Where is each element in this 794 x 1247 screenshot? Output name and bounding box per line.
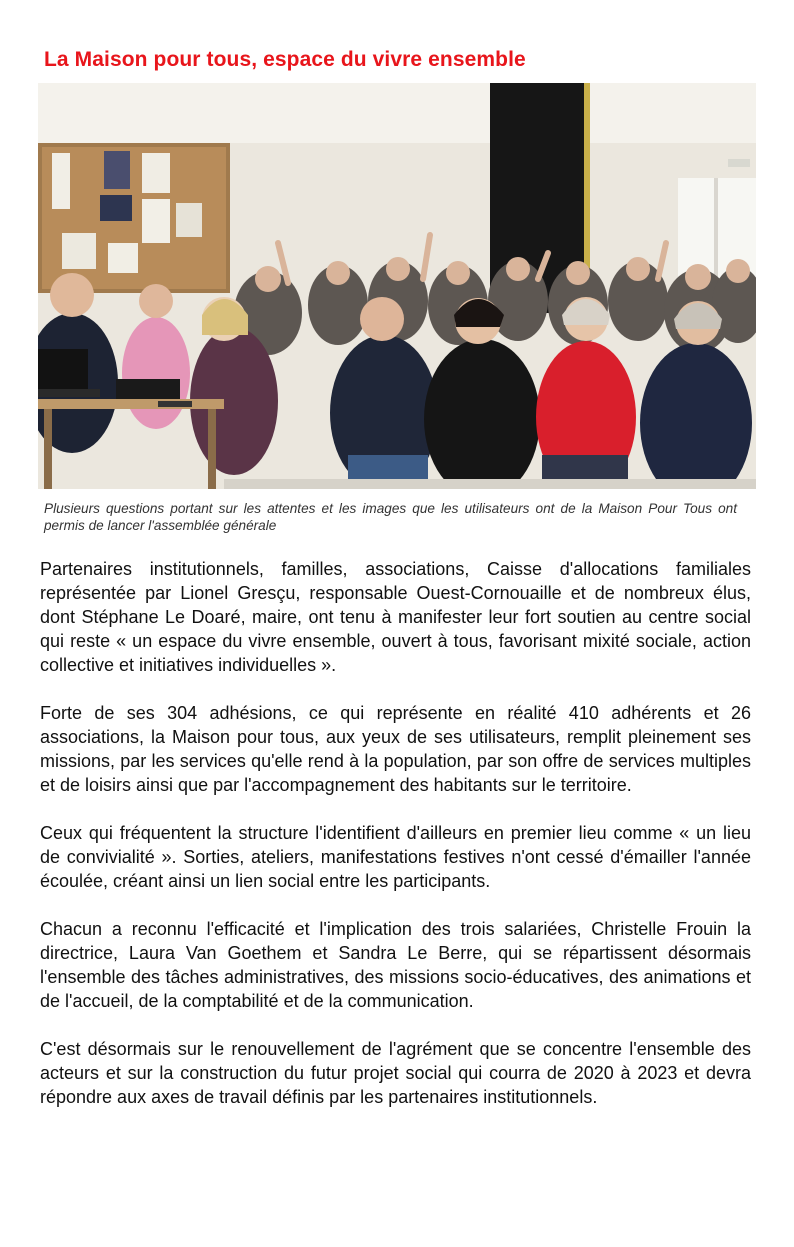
article-title: La Maison pour tous, espace du vivre ensemble bbox=[44, 48, 526, 71]
paragraph-5: C'est désormais sur le renouvellement de l'agrément que se concentre l'ensemble des acteurs et sur la construction du futur projet social qui courra de 2020 à 2023 et devra répondre aux axes de travail définis par les partenaires institutionnels. bbox=[40, 1039, 751, 1107]
paragraph-3: Ceux qui fréquentent la structure l'identifient d'ailleurs en premier lieu comme « un lieu de convivialité ». Sorties, ateliers, manifestations festives n'ont cessé d'émailler l'année écoulée, créant ainsi un lien social entre les participants. bbox=[40, 823, 751, 891]
photo-caption: Plusieurs questions portant sur les attentes et les images que les utilisateurs ont de la Maison Pour Tous ont permis de lancer l'assemblée générale bbox=[44, 501, 737, 533]
paragraph-4: Chacun a reconnu l'efficacité et l'implication des trois salariées, Christelle Frouin la directrice, Laura Van Goethem et Sandra Le Berre, qui se répartissent désormais l'ensemble des tâches administratives, des missions socio-éducatives, des animations et de l'accueil, de la comptabilité et de la communication. bbox=[40, 919, 751, 1011]
paragraph-2: Forte de ses 304 adhésions, ce qui représente en réalité 410 adhérents et 26 associations, la Maison pour tous, aux yeux de ses utilisateurs, remplit pleinement ses missions, par les services qu'elle rend à la population, par son offre de services multiples et de loisirs ainsi que par l'accompagnement des habitants sur le territoire. bbox=[40, 703, 751, 795]
paragraph-1: Partenaires institutionnels, familles, associations, Caisse d'allocations familiales représentée par Lionel Gresçu, responsable Ouest-Cornouaille et de nombreux élus, dont Stéphane Le Doaré, maire, ont tenu à manifester leur fort soutien au centre social qui reste « un espace du vivre ensemble, ouvert à tous, favorisant mixité sociale, action collective et initiatives individuelles ». bbox=[40, 559, 751, 675]
article-photo bbox=[38, 83, 756, 489]
photo-of-general-assembly-icon bbox=[38, 83, 756, 489]
article-body bbox=[40, 557, 751, 1133]
